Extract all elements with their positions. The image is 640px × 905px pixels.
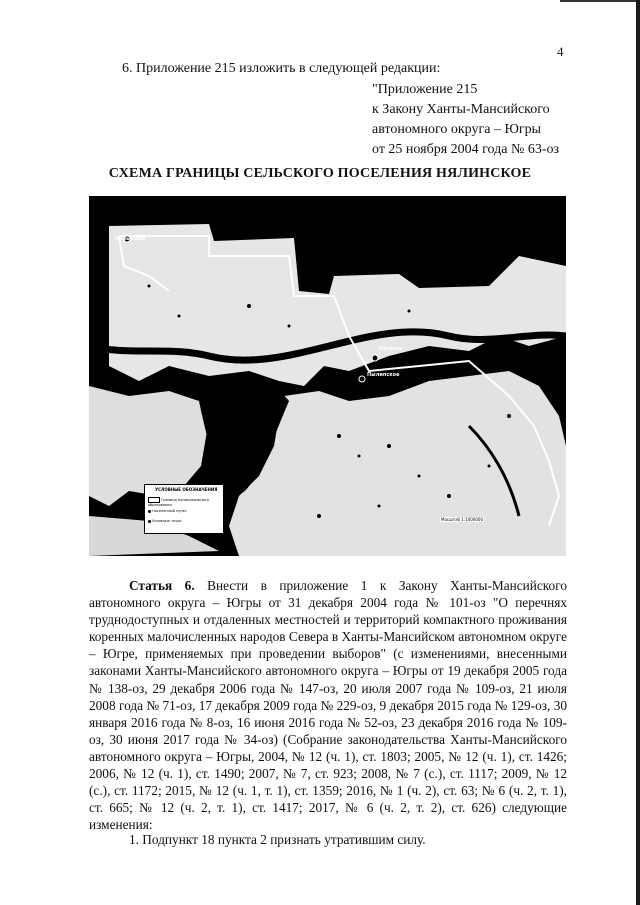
scheme-title: СХЕМА ГРАНИЦЫ СЕЛЬСКОГО ПОСЕЛЕНИЯ НЯЛИНСКОЕ bbox=[108, 166, 532, 181]
appendix-line: к Закону Ханты-Мансийского bbox=[372, 102, 550, 117]
item-1: 1. Подпункт 18 пункта 2 признать утратившим силу. bbox=[129, 832, 426, 847]
point-swatch bbox=[148, 520, 151, 523]
legend-label: Условные точки bbox=[152, 519, 182, 523]
map-label-narykary: Нарыкары bbox=[115, 236, 146, 242]
article-label: Статья 6. bbox=[129, 578, 195, 593]
map-label-nyalinsk: Нялинск bbox=[378, 346, 403, 352]
appendix-heading bbox=[372, 80, 559, 160]
map-legend bbox=[144, 484, 224, 534]
legend-title: УСЛОВНЫЕ ОБОЗНАЧЕНИЯ bbox=[155, 487, 218, 492]
scan-edge-right bbox=[636, 0, 640, 905]
appendix-line: от 25 ноября 2004 года № 63-оз bbox=[372, 142, 560, 157]
page-number: 4 bbox=[557, 44, 564, 59]
scan-edge-top bbox=[560, 0, 640, 2]
settlement-swatch bbox=[148, 510, 151, 513]
legend-label: Граница муниципального образования bbox=[148, 498, 209, 507]
legend-item-boundary bbox=[148, 497, 223, 507]
legend-item-settlement bbox=[148, 509, 187, 513]
legend-item-points bbox=[148, 519, 182, 523]
settlement-marker bbox=[372, 355, 378, 361]
settlement-marker bbox=[359, 376, 365, 382]
map-scale: Масштаб 1:1000000 bbox=[441, 517, 483, 522]
amendment-line: 6. Приложение 215 изложить в следующей редакции: bbox=[122, 61, 441, 76]
appendix-line: "Приложение 215 bbox=[372, 82, 478, 97]
article-text: Внести в приложение 1 к Закону Ханты-Мансийского автономного округа – Югры от 31 декабря 2004 года № 101-оз "О перечнях труднодоступных и отдаленных местностей и территорий компактного проживания коренных малочисленных народов Севера в Ханты-Мансийском автономном округе – Югре, применяемых при проведении выборов" (с изменениями, внесенными законами Ханты-Мансийского автономного округа – Югры от 19 декабря 2005 года № 138-оз, 29 декабря 2006 года № 147-оз, 20 июля 2007 года № 109-оз, 21 июля 2008 года № 71-оз, 17 декабря 2009 года № 229-оз, 9 декабря 2015 года № 129-оз, 30 января 2016 года № 8-оз, 16 июня 2016 года № 52-оз, 23 декабря 2016 года № 109-оз, 30 июня 2017 года № 34-оз) (Собрание законодательства Ханты-Мансийского автономного округа – Югры, 2004, № 12 (ч. 1), ст. 1803; 2005, № 12 (ч. 1), ст. 1426; 2006, № 12 (ч. 1), ст. 1490; 2007, № 7, ст. 923; 2008, № 7 (с.), ст. 1117; 2009, № 12 (с.), ст. 1172; 2015, № 12 (ч. 1, т. 1), ст. 1359; 2016, № 1 (ч. 2), ст. 63; № 6 (ч. 2, т. 1), ст. 665; № 12 (ч. 2, т. 1), ст. 1417; 2017, № 6 (ч. 2, т. 2), ст. 626) следующие изменения: bbox=[89, 578, 567, 833]
article-paragraph bbox=[89, 577, 567, 833]
legend-label: Населенный пункт bbox=[152, 509, 187, 513]
map-label-pylipskoe: Пылипское bbox=[367, 372, 400, 378]
appendix-line: автономного округа – Югры bbox=[372, 122, 541, 137]
